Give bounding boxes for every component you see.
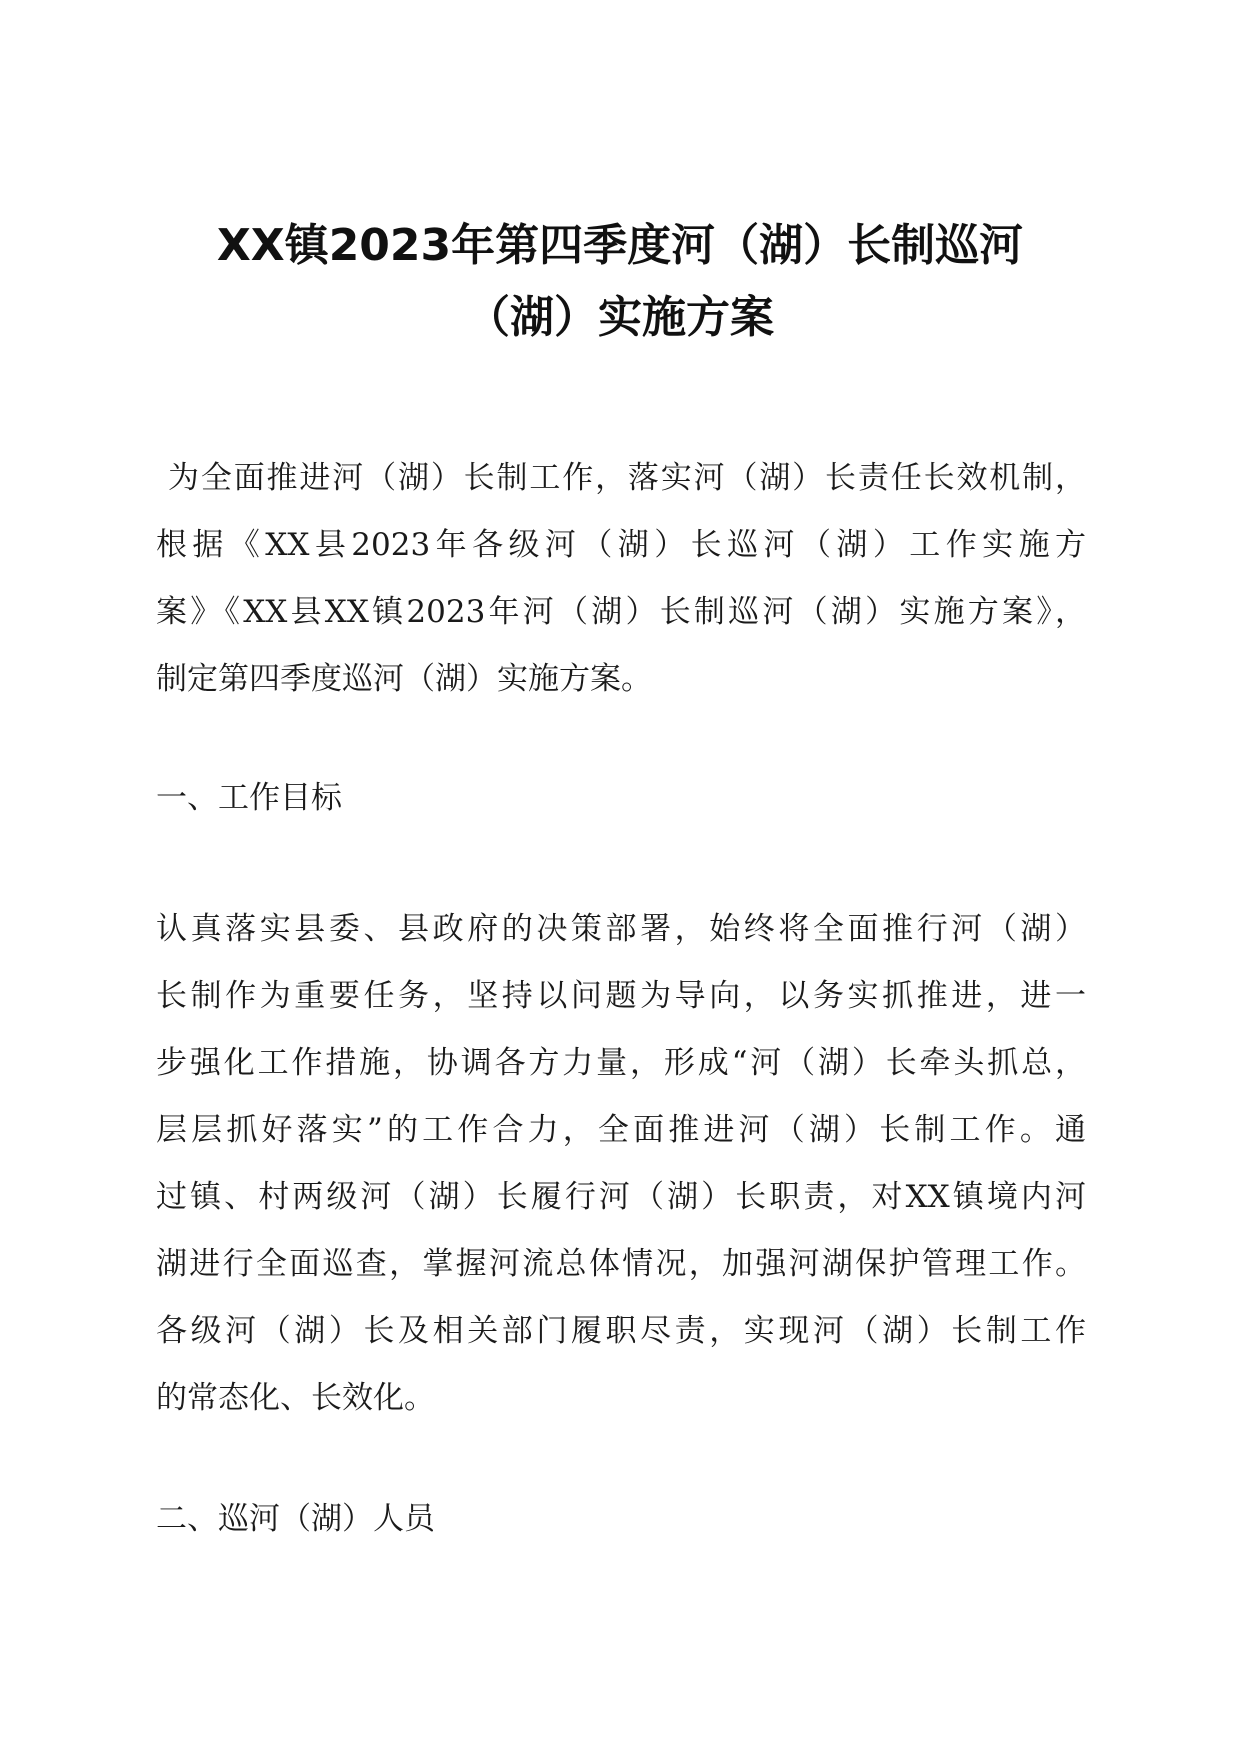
goals-line: 层层抓好落实”的工作合力，全面推进河（湖）长制工作。通 — [156, 1112, 1086, 1148]
intro-line: 制定第四季度巡河（湖）实施方案。 — [156, 661, 652, 697]
goals-line: 认真落实县委、县政府的决策部署，始终将全面推行河（湖） — [156, 911, 1086, 947]
goals-line: 各级河（湖）长及相关部门履职尽责，实现河（湖）长制工作 — [156, 1313, 1086, 1349]
title-line-2: （湖）实施方案 — [466, 292, 774, 343]
goals-line: 步强化工作措施，协调各方力量，形成“河（湖）长牵头抓总， — [156, 1045, 1086, 1081]
intro-line: 为全面推进河（湖）长制工作，落实河（湖）长责任长效机制， — [168, 460, 1086, 496]
intro-line: 案》《XX县XX镇2023年河（湖）长制巡河（湖）实施方案》， — [156, 594, 1086, 630]
goals-line: 长制作为重要任务，坚持以问题为导向，以务实抓推进，进一 — [156, 978, 1086, 1014]
document-title — [150, 210, 1090, 354]
goals-line: 的常态化、长效化。 — [156, 1380, 435, 1416]
intro-paragraph — [156, 445, 1086, 713]
goals-paragraph — [156, 896, 1086, 1432]
section-heading-goals: 一、工作目标 — [156, 780, 342, 816]
section-heading-personnel: 二、巡河（湖）人员 — [156, 1501, 435, 1537]
goals-line: 湖进行全面巡查，掌握河流总体情况，加强河湖保护管理工作。 — [156, 1246, 1086, 1282]
intro-line: 根据《XX县2023年各级河（湖）长巡河（湖）工作实施方 — [156, 527, 1086, 563]
goals-line: 过镇、村两级河（湖）长履行河（湖）长职责，对XX镇境内河 — [156, 1179, 1086, 1215]
title-line-1: XX镇2023年第四季度河（湖）长制巡河 — [216, 220, 1024, 271]
